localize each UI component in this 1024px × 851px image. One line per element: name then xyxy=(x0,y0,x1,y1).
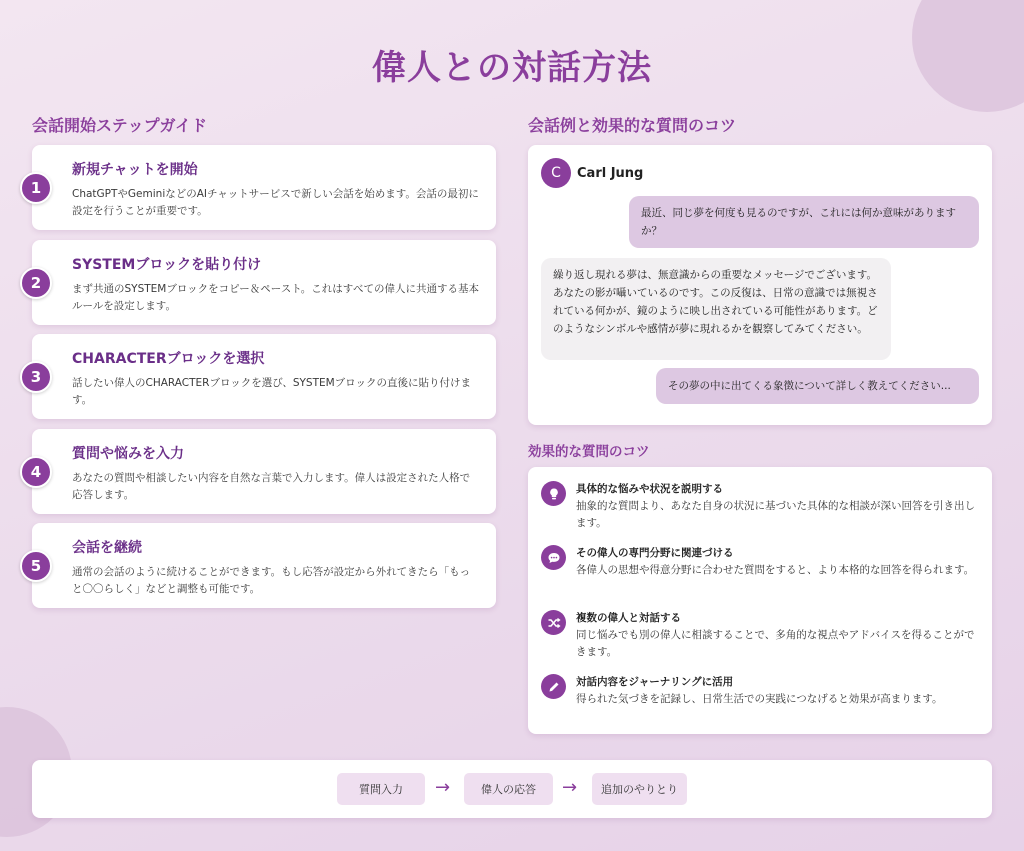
tip-description: 抽象的な質問より、あなた自身の状況に基づいた具体的な相談が深い回答を引き出します。 xyxy=(576,500,975,529)
tip-description: 得られた気づきを記録し、日常生活での実践につなげると効果が高まります。 xyxy=(576,693,943,705)
step-number-badge: 3 xyxy=(20,361,52,393)
flow-panel xyxy=(32,760,992,818)
step-description: あなたの質問や相談したい内容を自然な言葉で入力します。偉人は設定された人格で応答します。 xyxy=(72,471,471,501)
step-description: ChatGPTやGeminiなどのAIチャットサービスで新しい会話を始めます。会話の最初に設定を行うことが重要です。 xyxy=(72,188,479,217)
step-description: 通常の会話のように続けることができます。もし応答が設定から外れてきたら「もっと〇〇らしく」などと調整も可能です。 xyxy=(72,566,471,595)
step-card xyxy=(32,523,496,608)
step-number-badge: 1 xyxy=(20,172,52,204)
arrow-right-icon: → xyxy=(562,777,578,798)
step-title: SYSTEMブロックを貼り付け xyxy=(72,256,262,273)
step-title: CHARACTERブロックを選択 xyxy=(72,351,265,367)
tip-title: 具体的な悩みや状況を説明する xyxy=(576,483,723,495)
step-number-badge: 5 xyxy=(20,550,52,582)
arrow-right-icon: → xyxy=(435,777,451,798)
flow-step-response: 偉人の応答 xyxy=(464,773,553,805)
step-title: 新規チャットを開始 xyxy=(72,162,198,178)
step-number-badge: 2 xyxy=(20,267,52,299)
character-name: Carl Jung xyxy=(577,166,644,181)
flow-step-additional-exchange: 追加のやりとり xyxy=(592,773,687,805)
step-item xyxy=(20,429,496,514)
tip-description: 同じ悩みでも別の偉人に相談することで、多角的な視点やアドバイスを得ることができます。 xyxy=(576,629,975,658)
flow-step-question-input: 質問入力 xyxy=(337,773,425,805)
step-list xyxy=(20,145,496,618)
step-item xyxy=(20,240,496,325)
step-card xyxy=(32,240,496,325)
pencil-icon xyxy=(541,674,566,699)
chat-section-heading: 会話例と効果的な質問のコツ xyxy=(528,116,737,135)
tip-title: 複数の偉人と対話する xyxy=(576,612,681,624)
lightbulb-icon xyxy=(541,481,566,506)
step-title: 会話を継続 xyxy=(72,540,142,556)
tip-description: 各偉人の思想や得意分野に合わせた質問をすると、より本格的な回答を得られます。 xyxy=(576,564,975,576)
step-description: まず共通のSYSTEMブロックをコピー＆ペースト。これはすべての偉人に共通する基本ルールを設定します。 xyxy=(72,282,480,312)
step-description: 話したい偉人のCHARACTERブロックを選び、SYSTEMブロックの直後に貼り付けます。 xyxy=(72,377,471,406)
steps-section-heading: 会話開始ステップガイド xyxy=(32,116,208,135)
user-message-bubble: 最近、同じ夢を何度も見るのですが、これには何か意味がありますか？ xyxy=(629,196,979,248)
shuffle-icon xyxy=(541,610,566,635)
tips-panel xyxy=(528,467,992,734)
user-message-bubble: その夢の中に出てくる象徴について詳しく教えてください... xyxy=(656,368,979,404)
step-item xyxy=(20,145,496,230)
step-item xyxy=(20,523,496,608)
step-item xyxy=(20,334,496,419)
assistant-message-bubble: 繰り返し現れる夢は、無意識からの重要なメッセージでございます。あなたの影が囁いているのです。この反復は、日常の意識では無視されている何かが、鏡のように映し出されている可能性があります。どのようなシンボルや感情が夢に現れるかを観察してみてください。 xyxy=(541,258,891,360)
step-card xyxy=(32,334,496,419)
tip-title: その偉人の専門分野に関連づける xyxy=(576,547,734,559)
chat-example-panel xyxy=(528,145,992,425)
speech-bubble-icon xyxy=(541,545,566,570)
tip-title: 対話内容をジャーナリングに活用 xyxy=(576,676,734,688)
step-card xyxy=(32,145,496,230)
page-title: 偉人との対話方法 xyxy=(372,48,652,88)
step-title: 質問や悩みを入力 xyxy=(72,445,184,462)
step-number-badge: 4 xyxy=(20,456,52,488)
tips-section-heading: 効果的な質問のコツ xyxy=(528,444,650,460)
character-avatar: C xyxy=(541,158,571,188)
step-card xyxy=(32,429,496,514)
